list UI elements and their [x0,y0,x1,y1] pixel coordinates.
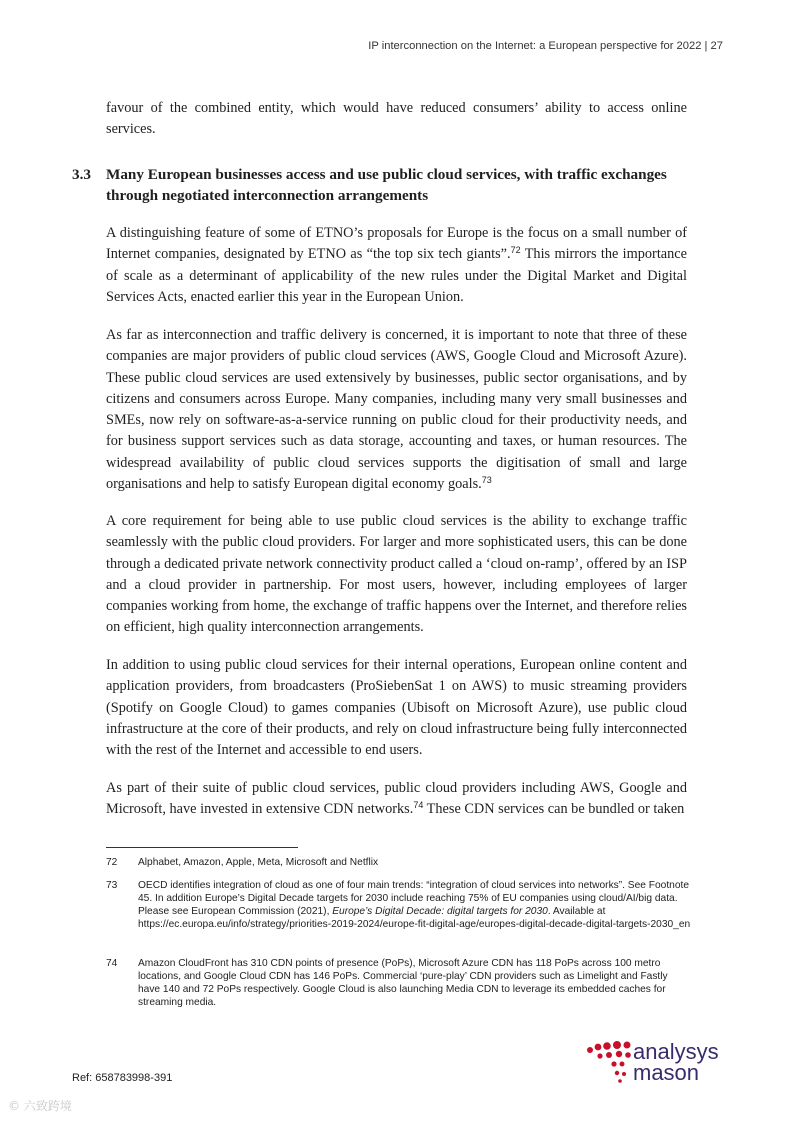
paragraph-3: A core requirement for being able to use public cloud services is the ability to exchange traffic seamlessly with the public cloud providers. For larger and more sophisticated users, this can be done through a dedicated private network connectivity product called a ‘cloud on-ramp’, offered by an ISP and a cloud provider in partnership. For most users, however, including employees of larger companies working from home, the exchange of traffic happens over the Internet, and therefore relies on efficient, high quality interconnection arrangements. [106,513,687,636]
analysys-mason-logo [584,1038,734,1088]
paragraph-4: In addition to using public cloud services for their internal operations, European online content and application providers, from broadcasters (ProSiebenSat 1 on AWS) to music streaming providers (Spotify on Google Cloud) to games companies (Ubisoft on Microsoft Azure), use public cloud infrastructure at the core of their products, and rely on cloud infrastructure being fully interconnected with the rest of the Internet and accessible to end users. [106,657,687,759]
paragraph-5-text-cont: These CDN services can be bundled or taken [423,801,685,818]
paragraph-2-text: As far as interconnection and traffic delivery is concerned, it is important to note that three of these companies are major providers of public cloud services (AWS, Google Cloud and Microsoft Azure). These public cloud services are used extensively by businesses, public sector organisations, and by citizens and consumers across Europe. Many companies, including many very small businesses and SMEs, now rely on software-as-a-service running on public cloud for their productivity needs, and for business support services such as data storage, accounting and taxes, or human resources. The widespread availability of public cloud services supports the digitisation of small and large organisations and help to satisfy European digital economy goals. [106,327,687,493]
intro-paragraph: favour of the combined entity, which would have reduced consumers’ ability to access online services. [106,100,687,138]
section-number: 3.3 [72,166,91,183]
footnote-ref-73[interactable]: 73 [481,475,492,486]
paragraph-1 [106,223,687,308]
footnote-73 [106,880,691,950]
paragraph-2 [106,325,687,495]
footnote-number: 74 [106,958,118,969]
logo-dots-icon [584,1038,632,1086]
paragraph-1-text: A distinguishing feature of some of ETNO’s proposals for Europe is the focus on a small number of Internet companies, designated by ETNO as “the top six tech giants”. [106,225,687,263]
footnote-text [138,880,691,932]
footnote-text-part: OECD identifies integration of cloud as one of four main trends: “integration of cloud services into networks”. See Footnote 45. In addition Europe’s Digital Decade targets for 2030 include reaching 75% of EU companies using cloud/AI/big data. Please see European Commission (2021), [138,880,689,917]
footnote-ref-74[interactable]: 74 [413,800,424,811]
footnote-74 [106,958,691,1014]
footnote-text-part[interactable]: . Available at https://ec.europa.eu/info/strategy/priorities-2019-2024/europe-fit-digital-age/europes-digital-decade-digital-targets-2030_en [138,905,691,930]
watermark: © 六致跨境 [8,1099,72,1113]
logo-line-1: analysys [633,1039,719,1064]
paragraph-5-text: As part of their suite of public cloud services, public cloud providers including AWS, Google and Microsoft, have invested in extensive CDN networks. [106,780,687,818]
footnote-number: 72 [106,857,118,868]
paragraph-5 [106,778,687,821]
logo-line-2: mason [633,1060,700,1085]
logo-wordmark [633,1041,719,1083]
footnote-text: Alphabet, Amazon, Apple, Meta, Microsoft and Netflix [138,857,379,868]
running-header: IP interconnection on the Internet: a European perspective for 2022 | 27 [368,40,723,52]
footnote-ref-72[interactable]: 72 [510,245,521,256]
footnote-number: 73 [106,880,118,891]
footnote-italic-title: Europe’s Digital Decade: digital targets for 2030 [332,905,548,917]
footnote-text: Amazon CloudFront has 310 CDN points of presence (PoPs), Microsoft Azure CDN has 118 PoPs across 100 metro locations, and Google Cloud CDN has 146 PoPs. Commercial ‘pure-play’ CDN providers such as Limelight and Fastly have 140 and 72 PoPs respectively. Google Cloud is also launching Media CDN to leverage its embedded caches for streaming media. [138,958,668,1008]
paragraph-1-text-cont: This mirrors the importance of scale as a determinant of applicability of the new rules under the Digital Market and Digital Services Acts, enacted earlier this year in the European Union. [106,246,687,305]
footnote-divider [106,847,298,848]
footnote-72 [106,857,691,871]
document-reference: Ref: 658783998-391 [72,1072,173,1084]
section-title: Many European businesses access and use public cloud services, with traffic exchanges through negotiated interconnection arrangements [106,166,667,204]
